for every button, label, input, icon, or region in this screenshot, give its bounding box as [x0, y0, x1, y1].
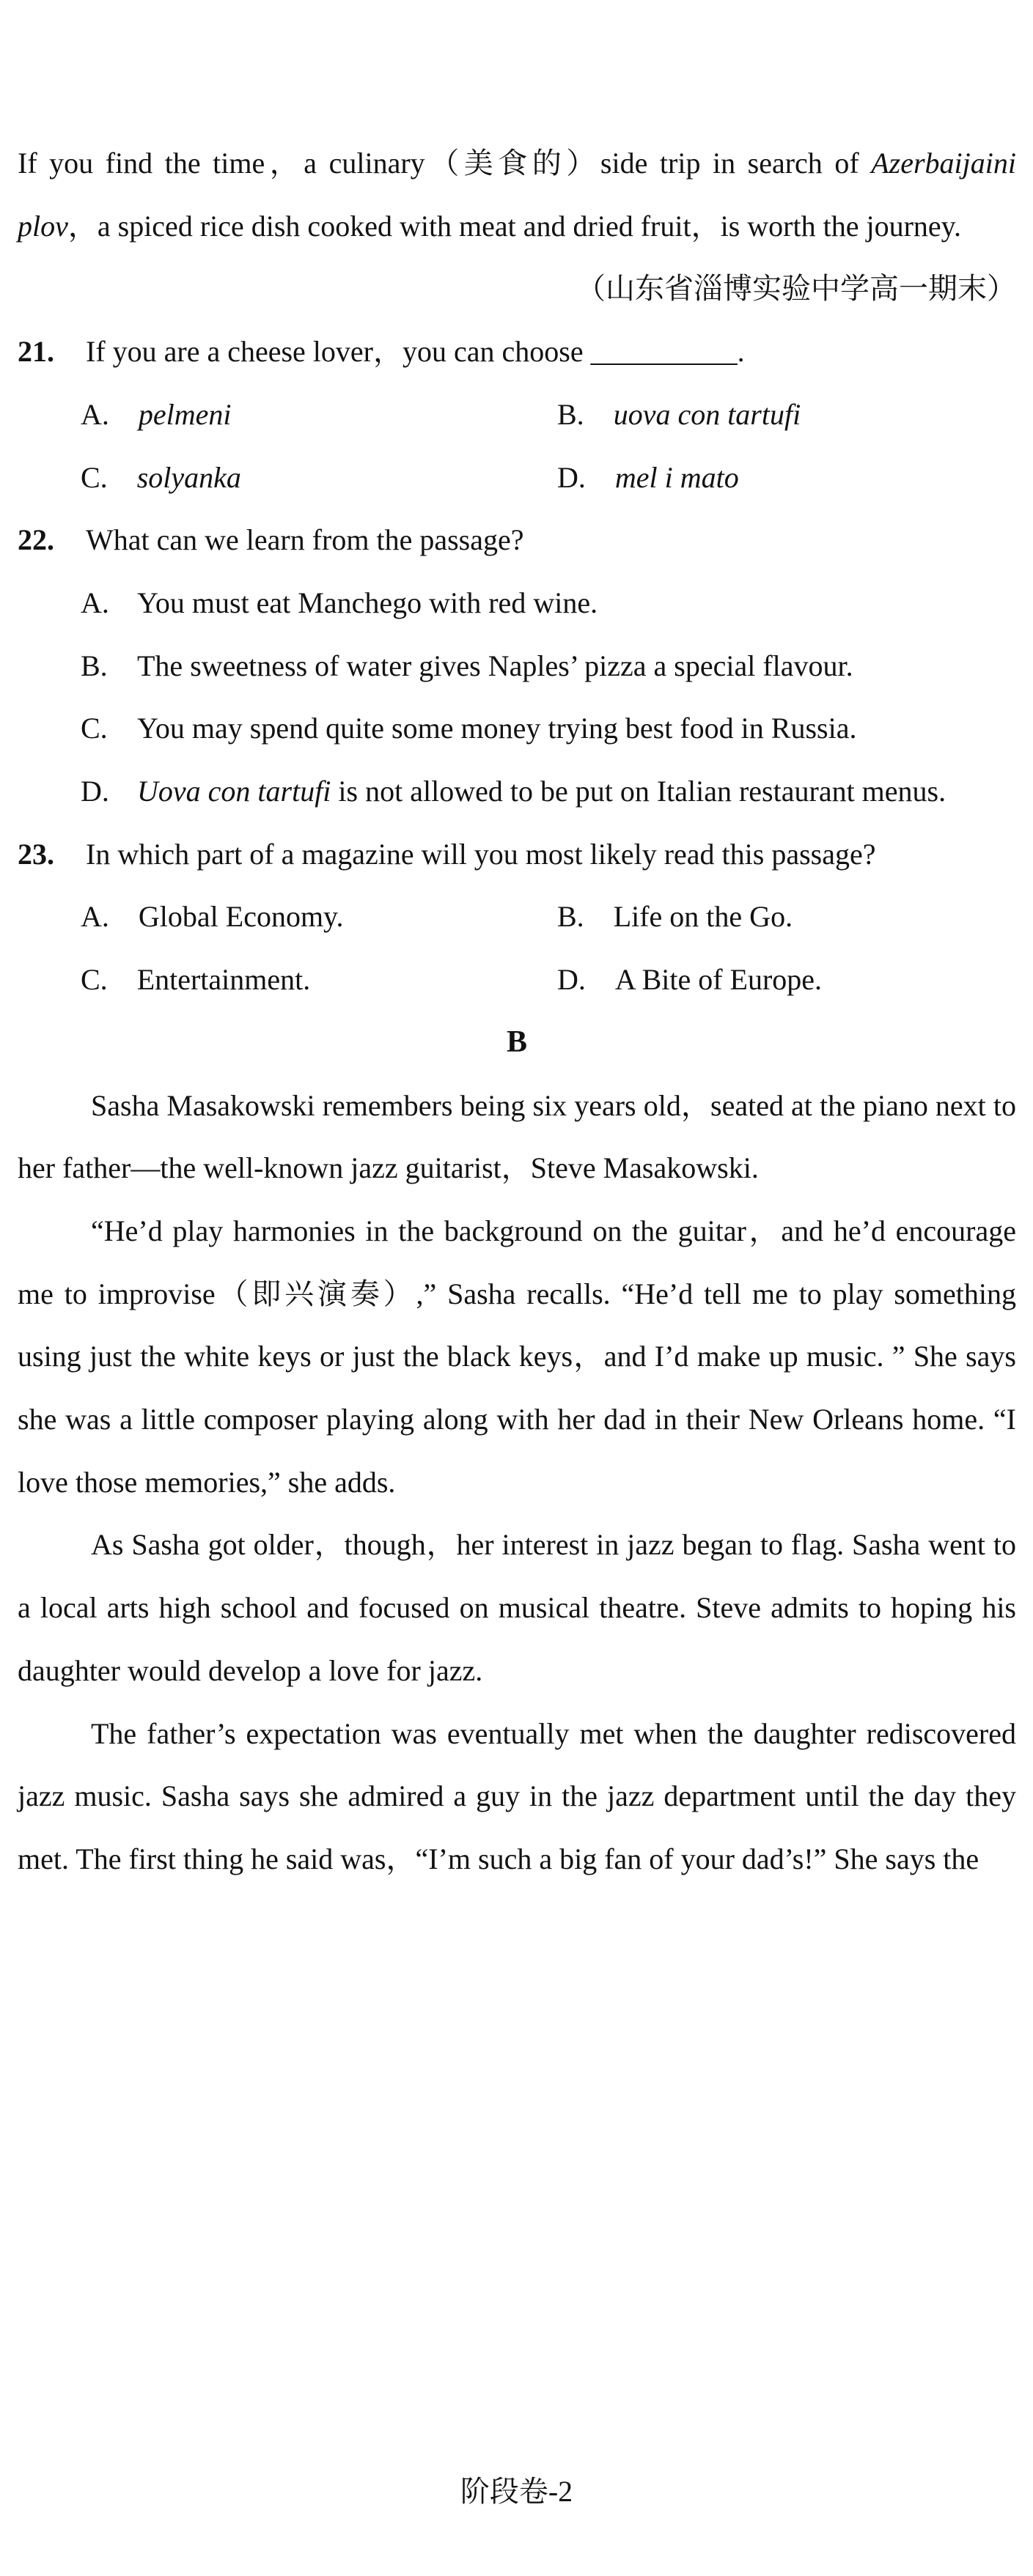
intro-paragraph: If you find the time，a culinary（美食的）side trip in search of Azerbaijaini plov，a spiced rice dish cooked with meat and dried fruit，is worth the journey.	[18, 147, 1016, 243]
question-23-option-d	[557, 948, 822, 1011]
question-23-options-row-1	[18, 885, 1016, 948]
option-a-text: You must eat Manchego with red wine.	[137, 586, 598, 619]
option-b-label: B.	[81, 649, 108, 682]
question-23-number: 23.	[18, 837, 54, 871]
question-22-stem	[18, 509, 1016, 572]
page-content	[18, 132, 1016, 1891]
option-c-text: Entertainment.	[136, 963, 311, 997]
option-a-label: A.	[81, 900, 109, 934]
question-22-number: 22.	[18, 523, 54, 557]
option-b-label: B.	[557, 900, 584, 934]
question-23-option-c	[81, 948, 557, 1011]
passage-b-paragraph-2: “He’d play harmonies in the background on the guitar，and he’d encourage me to improvise（即兴演奏）,” Sasha recalls. “He’d tell me to play something using just the white keys or just the black keys，and I’d make up music. ” She says she was a little composer playing along with her dad in their New Orleans home. “I love those memories,” she adds.	[18, 1214, 1016, 1499]
source-line: （山东省淄博实验中学高一期末）	[576, 272, 1016, 306]
option-d-label: D.	[557, 963, 586, 997]
question-22-option-d	[18, 760, 1016, 823]
question-23-options-row-2	[18, 948, 1016, 1011]
option-b-text: uova con tartufi	[613, 397, 801, 431]
question-21-stem	[18, 320, 1016, 383]
question-21-option-a	[81, 383, 557, 446]
option-d-label: D.	[557, 460, 586, 494]
question-21-option-b	[557, 383, 801, 446]
option-d-text: mel i mato	[614, 460, 739, 494]
passage-b-heading: B	[506, 1025, 527, 1059]
option-d-text: A Bite of Europe.	[614, 963, 823, 997]
question-21	[18, 320, 1016, 509]
question-23-stem-text: In which part of a magazine will you most likely read this passage?	[86, 837, 876, 871]
page-footer: 阶段卷-2	[460, 2475, 573, 2508]
question-22-option-b	[18, 635, 1016, 698]
question-21-option-d	[557, 446, 739, 509]
option-c-label: C.	[81, 963, 108, 997]
question-21-options-row-2	[18, 446, 1016, 509]
option-a-label: A.	[81, 586, 109, 619]
option-b-text: Life on the Go.	[613, 900, 793, 934]
question-23-option-a	[81, 885, 557, 948]
option-c-label: C.	[81, 712, 108, 745]
question-23-stem	[18, 823, 1016, 886]
option-c-text: solyanka	[136, 460, 241, 494]
question-21-options-row-1	[18, 383, 1016, 446]
question-21-option-c	[81, 446, 557, 509]
option-b-text: The sweetness of water gives Naples’ pizza a special flavour.	[137, 649, 853, 682]
option-a-text: Global Economy.	[138, 900, 344, 934]
passage-b-paragraph-1: Sasha Masakowski remembers being six years old，seated at the piano next to her father—the well-known jazz guitarist，Steve Masakowski.	[18, 1088, 1016, 1185]
option-b-label: B.	[557, 397, 584, 431]
option-c-text: You may spend quite some money trying best food in Russia.	[137, 712, 857, 745]
option-a-label: A.	[81, 397, 109, 431]
option-c-label: C.	[81, 460, 108, 494]
question-21-number: 21.	[18, 335, 54, 369]
option-a-text: pelmeni	[138, 397, 232, 431]
question-23	[18, 823, 1016, 1011]
passage-b-paragraph-3: As Sasha got older，though，her interest in jazz began to flag. Sasha went to a local arts high school and focused on musical theatre. Steve admits to hoping his daughter would develop a love for jazz.	[18, 1528, 1016, 1687]
passage-b-paragraph-4: The father’s expectation was eventually met when the daughter rediscovered jazz music. Sasha says she admired a guy in the jazz department until the day they met. The first thing he said was，“I’m such a big fan of your dad’s!” She says the	[18, 1716, 1016, 1875]
question-22-option-c	[18, 697, 1016, 760]
option-d-text: Uova con tartufi is not allowed to be put on Italian restaurant menus.	[137, 775, 946, 808]
question-21-stem-text: If you are a cheese lover，you can choose __________.	[86, 335, 745, 369]
question-22	[18, 509, 1016, 823]
question-22-stem-text: What can we learn from the passage?	[86, 523, 524, 557]
question-23-option-b	[557, 885, 793, 948]
option-d-label: D.	[81, 775, 109, 808]
question-22-option-a	[18, 572, 1016, 635]
